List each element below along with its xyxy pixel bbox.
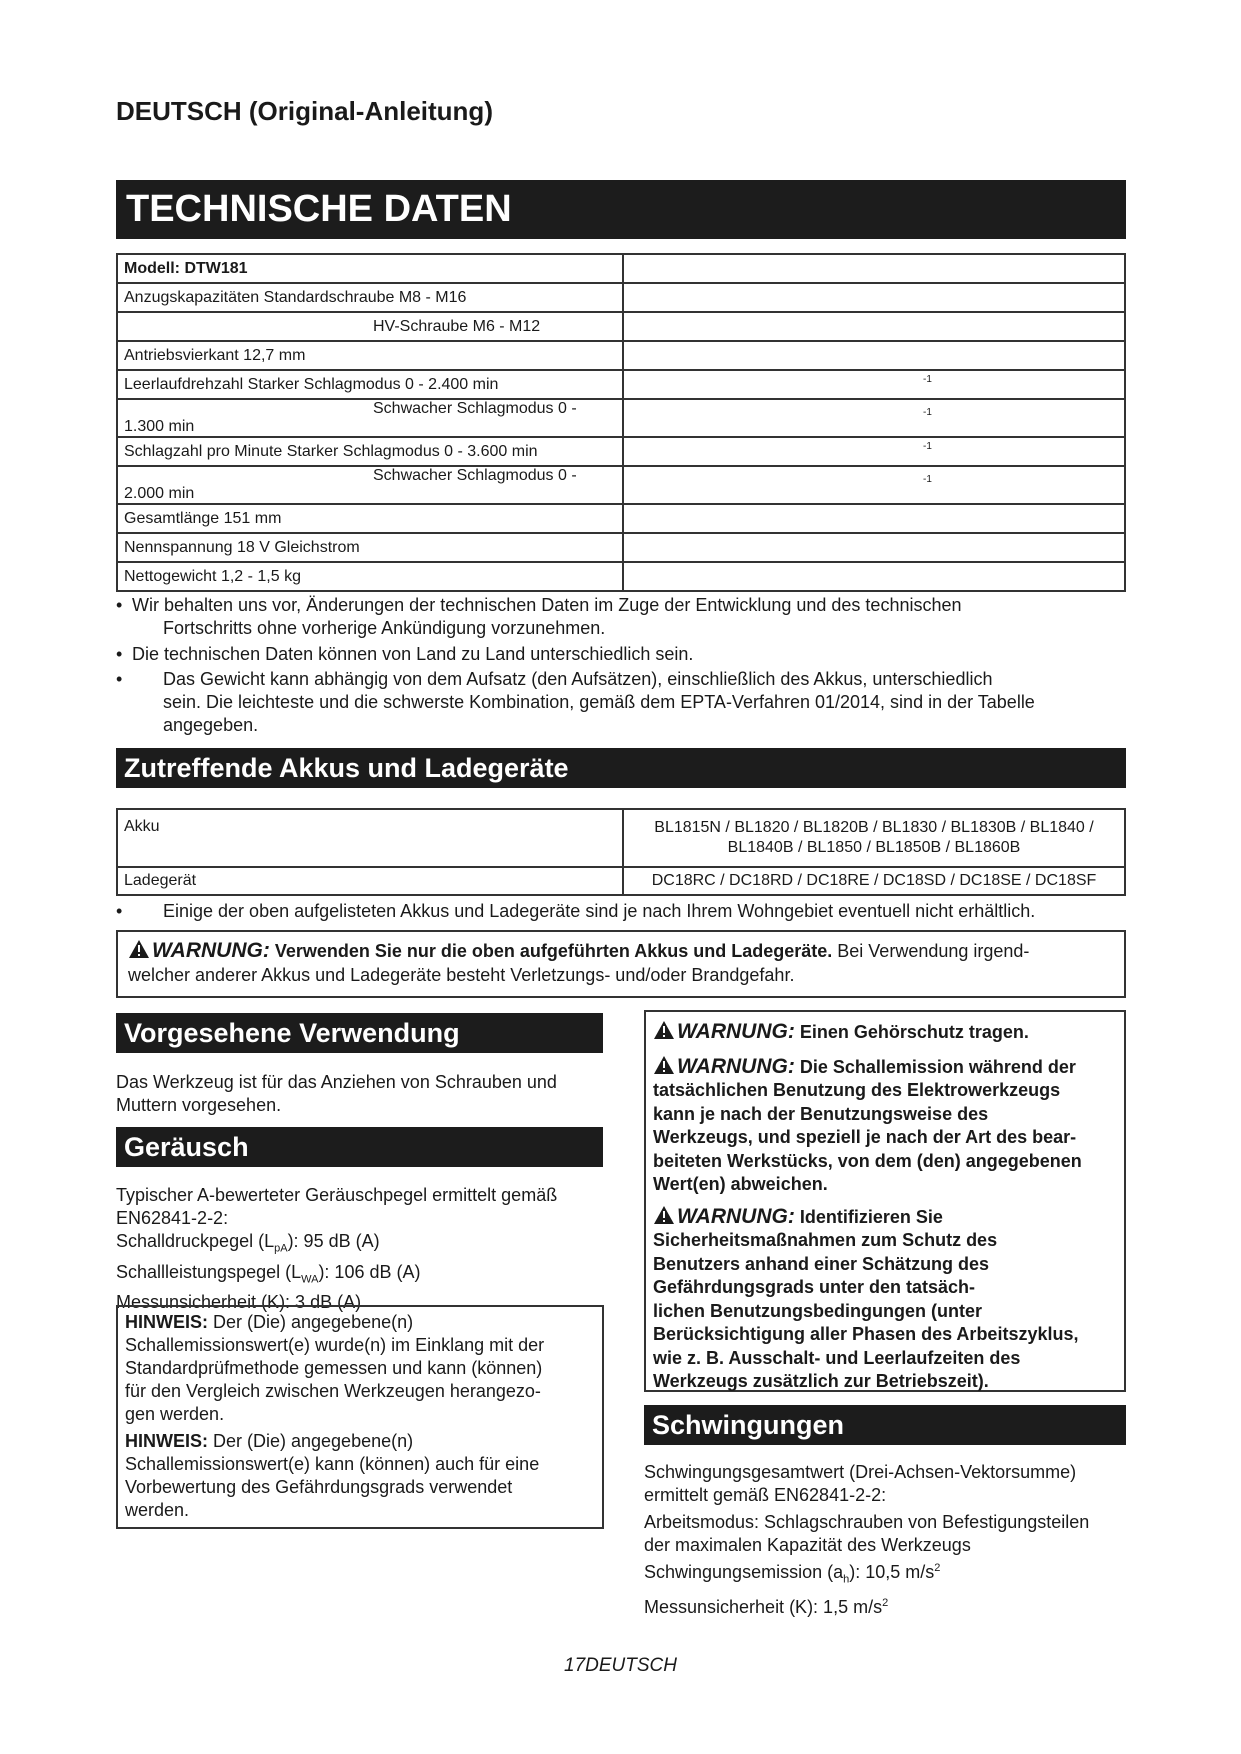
warning-text: Bei Verwendung irgend- <box>832 941 1030 961</box>
superscript: -1 <box>923 407 932 418</box>
warning-3: WARNUNG: Identifizieren Sie Sicherheitsmaßnahmen zum Schutz des Benutzers anhand einer Schätzung des Gefährdungsgrads unter den tatsäch- lichen Benutzungsbedingungen (unter Berücksichtigung aller Phasen des Arbeitszyklus, wie z. B. Ausschalt- und Leerlaufzeiten des Werkzeugs zusätzlich zur Betriebszeit). <box>653 1204 1079 1391</box>
empty-cell <box>623 341 1125 370</box>
warning-icon <box>653 1205 675 1225</box>
spec-cell: Nettogewicht 1,2 - 1,5 kg <box>117 562 623 591</box>
note-text: Das Gewicht kann abhängig von dem Aufsatz (den Aufsätzen), einschließlich des Akkus, unterschiedlich <box>163 669 993 689</box>
section-heading-geraeusch: Geräusch <box>116 1127 603 1167</box>
note-text: Einige der oben aufgelisteten Akkus und Ladegeräte sind je nach Ihrem Wohngebiet eventuell nicht erhältlich. <box>163 901 1036 921</box>
bullet: • <box>116 669 123 689</box>
bullet: • <box>116 901 123 921</box>
page-footer: 17DEUTSCH <box>564 1655 677 1676</box>
warning-icon <box>653 1055 675 1075</box>
superscript: -1 <box>923 440 932 452</box>
spec-cell: Nennspannung 18 V Gleichstrom <box>117 533 623 562</box>
empty-cell <box>623 254 1125 283</box>
table-row <box>117 399 1125 437</box>
spec-cell <box>117 312 623 341</box>
hint-box <box>116 1305 604 1529</box>
table-row <box>117 437 1125 466</box>
akku-value: BL1815N / BL1820 / BL1820B / BL1830 / BL1830B / BL1840 / <box>654 819 1094 836</box>
vibration-line: Messunsicherheit (K): 1,5 $m/s^2$ <box>644 1596 889 1617</box>
section-heading-verwendung: Vorgesehene Verwendung <box>116 1013 603 1053</box>
table-row <box>117 341 1125 370</box>
warning-label: WARNUNG: <box>152 939 270 962</box>
bullet: • <box>116 644 123 664</box>
empty-cell <box>623 533 1125 562</box>
bullet: • <box>116 595 123 615</box>
usage-line: Muttern vorgesehen. <box>116 1095 282 1115</box>
hint-2: HINWEIS: Der (Die) angegebene(n) Schallemissionswert(e) kann (können) auch für eine Vorbewertung des Gefährdungsgrads verwendet werden. <box>125 1431 540 1520</box>
warning-1: WARNUNG: Einen Gehörschutz tragen. <box>653 1020 1118 1045</box>
lader-value: DC18RC / DC18RD / DC18RE / DC18SD / DC18SE / DC18SF <box>623 867 1125 895</box>
noise-line: Schalldruckpegel $(L_{pA})$: 95 dB (A) <box>116 1231 380 1255</box>
spec-cell: Gesamtlänge 151 mm <box>117 504 623 533</box>
section-heading-schwingungen: Schwingungen <box>644 1405 1126 1445</box>
hint-1: HINWEIS: Der (Die) angegebene(n) Schallemissionswert(e) wurde(n) im Einklang mit der Standardprüfmethode gemessen und kann (können) für den Vergleich zwischen Werkzeugen herangezo- gen werden. <box>125 1312 545 1424</box>
model-cell: Modell: DTW181 <box>117 254 623 283</box>
empty-cell <box>623 312 1125 341</box>
table-row <box>117 466 1125 504</box>
spec-subvalue: HV-Schraube M6 - M12 <box>373 317 541 335</box>
noise-text <box>116 1184 603 1314</box>
hint-label: HINWEIS: <box>125 1431 208 1451</box>
warning-bold-text: Verwenden Sie nur die oben aufgeführten Akkus und Ladegeräte. <box>274 941 833 961</box>
vibration-line: ermittelt gemäß EN62841-2-2: <box>644 1485 887 1505</box>
table-row <box>117 504 1125 533</box>
usage-line: Das Werkzeug ist für das Anziehen von Schrauben und <box>116 1072 557 1092</box>
vibration-text <box>644 1461 1134 1619</box>
noise-line: Typischer A-bewerteter Geräuschpegel ermittelt gemäß <box>116 1185 558 1205</box>
superscript-cell <box>623 399 1125 437</box>
empty-cell <box>623 504 1125 533</box>
spec-cell: Schlagzahl pro Minute Starker Schlagmodus 0 - 3.600 min <box>117 437 623 466</box>
spec-cell <box>117 466 623 504</box>
empty-cell <box>623 283 1125 312</box>
akku-value: BL1840B / BL1850 / BL1850B / BL1860B <box>727 839 1021 856</box>
noise-line: EN62841-2-2: <box>116 1208 229 1228</box>
noise-line: Messunsicherheit (K): 3 dB (A) <box>116 1292 362 1313</box>
table-row <box>117 254 1125 283</box>
list-item <box>116 668 1126 737</box>
table-row <box>117 283 1125 312</box>
hint-label: HINWEIS: <box>125 1312 208 1332</box>
spec-subvalue: Schwacher Schlagmodus 0 - 1.300 min <box>124 400 577 435</box>
note-text: angegeben. <box>163 715 259 735</box>
battery-table <box>116 808 1126 896</box>
note-text: Die technischen Daten können von Land zu Land unterschiedlich sein. <box>132 644 694 664</box>
spec-cell <box>117 399 623 437</box>
superscript-cell <box>623 370 1125 399</box>
table-row <box>117 312 1125 341</box>
table-row <box>117 562 1125 591</box>
lader-label: Ladegerät <box>117 867 623 895</box>
warning-label: WARNUNG: <box>677 1020 795 1043</box>
table-row <box>117 809 1125 867</box>
spec-cell: Leerlaufdrehzahl Starker Schlagmodus 0 - 2.400 min <box>117 370 623 399</box>
warning-icon <box>653 1020 675 1040</box>
superscript-cell <box>623 466 1125 504</box>
warning-icon <box>128 939 150 959</box>
table-row <box>117 533 1125 562</box>
superscript-cell <box>623 437 1125 466</box>
section-heading-akkus: Zutreffende Akkus und Ladegeräte <box>116 748 1126 788</box>
warning-box-noise <box>644 1010 1126 1392</box>
spec-subvalue: Schwacher Schlagmodus 0 - 2.000 min <box>124 467 577 502</box>
note-text: Wir behalten uns vor, Änderungen der technischen Daten im Zuge der Entwicklung und des technischen <box>132 595 962 615</box>
warning-box-battery <box>116 930 1126 998</box>
vibration-line: der maximalen Kapazität des Werkzeugs <box>644 1535 971 1555</box>
spec-cell: Antriebsvierkant 12,7 mm <box>117 341 623 370</box>
spec-table <box>116 253 1126 592</box>
table-row <box>117 867 1125 895</box>
vibration-line: Schwingungsgesamtwert (Drei-Achsen-Vektorsumme) <box>644 1462 1077 1482</box>
noise-line: Schallleistungspegel $(L_{WA})$: 106 dB (A) <box>116 1261 421 1286</box>
section-heading-technische-daten: TECHNISCHE DATEN <box>116 180 1126 239</box>
usage-text <box>116 1071 603 1117</box>
warning-label: WARNUNG: <box>677 1054 795 1078</box>
warning-text: welcher anderer Akkus und Ladegeräte besteht Verletzungs- und/oder Brandgefahr. <box>128 965 795 985</box>
akku-label: Akku <box>117 809 623 867</box>
note-text: Fortschritts ohne vorherige Ankündigung vorzunehmen. <box>163 618 606 638</box>
table-row <box>117 370 1125 399</box>
note-text: sein. Die leichteste und die schwerste Kombination, gemäß dem EPTA-Verfahren 01/2014, sind in der Tabelle <box>163 692 1035 712</box>
empty-cell <box>623 562 1125 591</box>
page-title: DEUTSCH (Original-Anleitung) <box>116 96 493 126</box>
spec-cell: Anzugskapazitäten Standardschraube M8 - M16 <box>117 283 623 312</box>
list-item <box>116 900 1126 923</box>
akku-value-cell <box>623 809 1125 867</box>
superscript: -1 <box>923 474 932 485</box>
warning-label: WARNUNG: <box>677 1204 795 1228</box>
superscript: -1 <box>923 373 932 385</box>
vibration-line: Arbeitsmodus: Schlagschrauben von Befestigungsteilen <box>644 1512 1090 1532</box>
vibration-line: Schwingungsemission $(a_h)$: 10,5 $m/s^2$ <box>644 1562 941 1586</box>
warning-2: WARNUNG: Die Schallemission während der tatsächlichen Benutzung des Elektrowerkzeugs kann je nach der Benutzungsweise des Werkzeugs, und speziell je nach der Art des bear- beiteten Werkstücks, von dem (den) angegebenen Wert(en) abweichen. <box>653 1054 1082 1194</box>
list-item <box>116 643 1126 666</box>
list-item <box>116 594 1126 640</box>
